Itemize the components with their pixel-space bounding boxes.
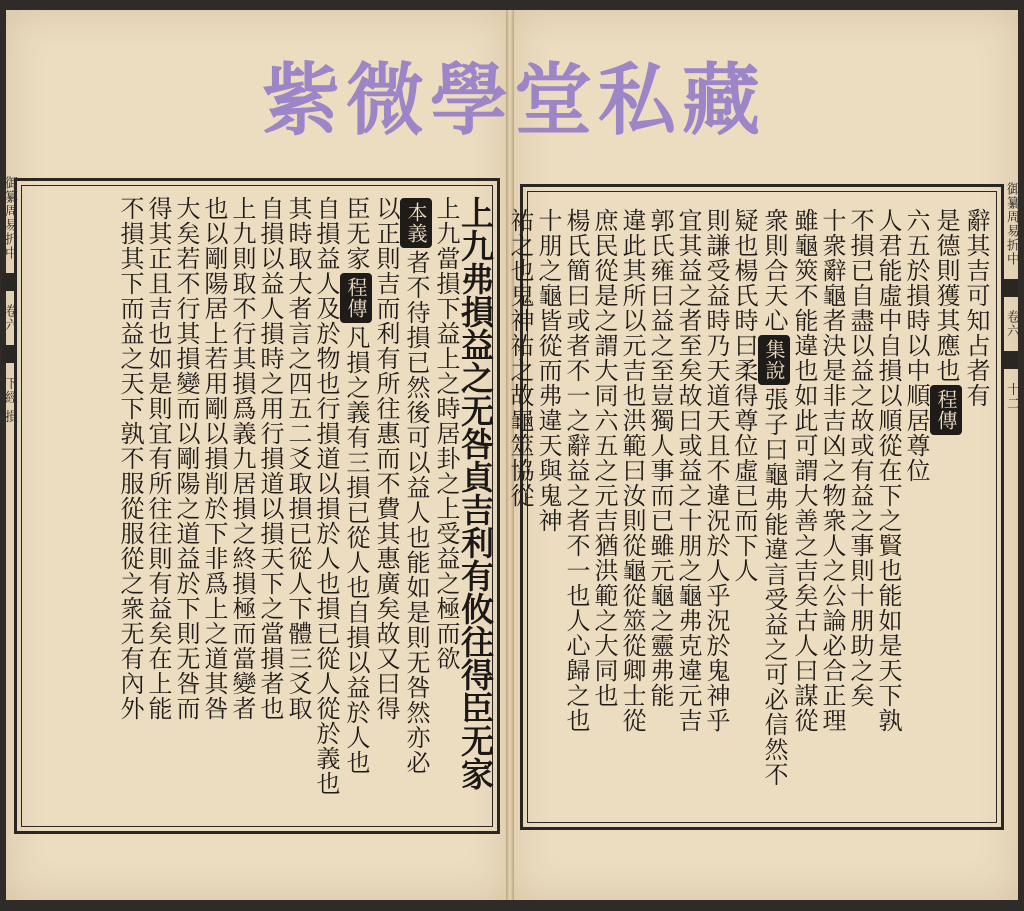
text-column: 不損已自盡以益之故或有益之事則十朋助之矣 xyxy=(846,208,874,708)
text-column: 衆則合天心集說張子曰龜弗能違言受益之可必信然不 xyxy=(760,208,788,787)
right-edge-strip xyxy=(1004,182,1018,832)
text-column: 辭其吉可知占者有 xyxy=(962,208,990,408)
text-column: 自損以益人損時之用行損道以損天下之當損者也 xyxy=(256,196,284,721)
text-column: 宜其益之者至矣故曰或益之十朋之龜弗克違元吉 xyxy=(674,208,702,733)
collector-seal-stamp: 紫微學堂私藏 xyxy=(262,55,767,146)
text-column: 是德則獲其應也程傳 xyxy=(930,208,962,818)
right-edge-volume: 卷六 xyxy=(1004,310,1019,339)
text-column: 六五於損時以中順居尊位 xyxy=(902,208,930,483)
fish-tail-mark-icon xyxy=(1004,351,1018,369)
commentary-tag-chengzhuan: 程傳 xyxy=(340,273,372,323)
text-column: 上九則取不行其損爲義九居損之終損極而當變者 xyxy=(228,196,256,721)
text-column: 十朋之龜皆從而弗違天與鬼神 xyxy=(534,208,562,533)
text-column: 以正則吉而利有所往惠而不費其惠廣矣故又曰得 xyxy=(372,196,400,721)
text-column: 庶民從是之謂大同六五之元吉猶洪範之大同也 xyxy=(590,208,618,708)
fish-tail-mark-icon xyxy=(1004,279,1018,297)
left-edge-section: 下經 損 xyxy=(2,376,17,424)
right-edge-page-number: 十二 xyxy=(1004,382,1019,411)
text-column: 違此其所以元吉也洪範曰汝則從龜從筮從卿士從 xyxy=(618,208,646,733)
text-column: 自損益人及於物也行損道以損於人也損已從人從於義也 xyxy=(312,196,340,796)
commentary-tag-jishuo: 集說 xyxy=(758,335,790,385)
text-column: 得其正且吉也如是則宜有所往往則有益矣在上能 xyxy=(144,196,172,721)
hexagram-line-heading: 上九弗損益之无咎貞吉利有攸往得臣无家 xyxy=(456,196,495,790)
right-edge-book-title: 御纂周易折中 xyxy=(1004,182,1019,266)
fish-tail-mark-icon xyxy=(2,273,16,291)
text-column: 則謙受益時乃天道天且不違況於人乎況於鬼神乎 xyxy=(702,208,730,733)
left-page-text xyxy=(40,196,460,821)
left-edge-strip xyxy=(2,176,16,836)
text-column: 人君能虛中自損以順從在下之賢也能如是天下孰 xyxy=(874,208,902,733)
commentary-tag-chengzhuan: 程傳 xyxy=(930,385,962,435)
text-column: 也以剛陽居上若用剛以損削於下非爲上之道其咎 xyxy=(200,196,228,721)
text-column: 郭氏雍曰益之至豈獨人事而已雖元龜之靈弗能 xyxy=(646,208,674,708)
text-column: 祐之也鬼神祐之故龜筮協從 xyxy=(506,208,534,508)
commentary-tag-benyi: 本義 xyxy=(400,198,432,248)
text-column: 疑也楊氏時曰柔得尊位虛已而下人 xyxy=(730,208,758,583)
text-column: 本義者不待損已然後可以益人也能如是則无咎然亦必 xyxy=(400,196,432,821)
left-edge-volume: 卷六 xyxy=(2,304,17,333)
left-edge-book-title: 御纂周易折中 xyxy=(2,176,17,260)
right-page-text xyxy=(506,208,990,818)
text-column: 其時取大者言之四五二爻取損已從人下體三爻取 xyxy=(284,196,312,721)
text-column: 十衆辭龜者決是非吉凶之物衆人之公論必合正理 xyxy=(818,208,846,733)
text-column: 上九當損下益上之時居卦之上受益之極而欲 xyxy=(432,196,460,671)
text-column: 不損其下而益之天下孰不服從服從之衆无有內外 xyxy=(116,196,144,721)
text-column: 大矣若不行其損變而以剛陽之道益於下則无咎而 xyxy=(172,196,200,721)
text-column: 雖龜筴不能違也如此可謂大善之吉矣古人曰謀從 xyxy=(790,208,818,733)
fish-tail-mark-icon xyxy=(2,345,16,363)
text-column: 臣无家程傳凡損之義有三損已從人也自損以益於人也 xyxy=(342,196,370,775)
text-column: 楊氏簡曰或者不一之辭益之者不一也人心歸之也 xyxy=(562,208,590,733)
